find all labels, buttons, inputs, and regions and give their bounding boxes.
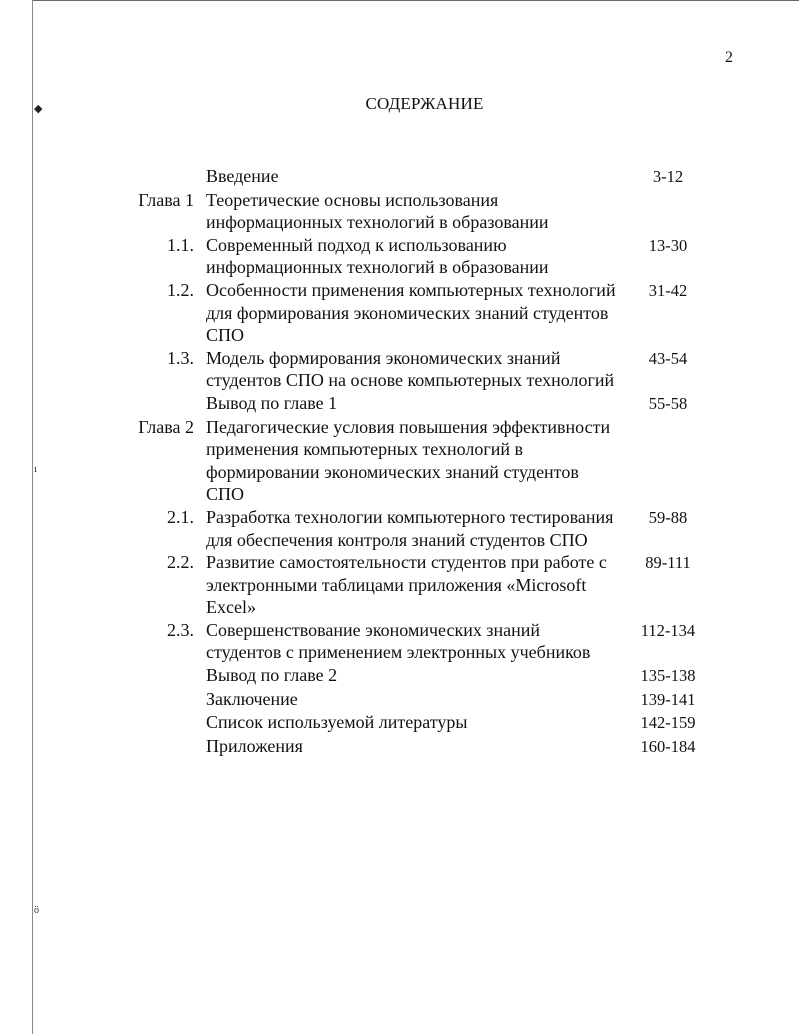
toc-pages: 13-30 (648, 235, 688, 255)
toc-title: Модель формирования экономических знаний студентов СПО на основе компьютерных технологий (206, 347, 615, 391)
toc-pages: 135-138 (640, 666, 696, 686)
toc-label: 2.3. (167, 619, 194, 640)
toc-label: 2.2. (167, 552, 194, 573)
toc-pages: 3-12 (652, 167, 684, 186)
toc-entry (0, 619, 799, 664)
toc-title: Разработка технологии компьютерного тестирования для обеспечения контроля знаний студентов СПО (206, 506, 614, 550)
toc-title: Развитие самостоятельности студентов при работе с электронными таблицами приложения «Microsoft Excel» (206, 552, 607, 618)
toc-title: Список используемой литературы (206, 712, 468, 733)
toc-label (0, 711, 206, 735)
toc-pages (618, 189, 718, 234)
toc-label: 2.1. (167, 506, 194, 527)
toc-pages: 43-54 (648, 348, 688, 368)
page-border-top (32, 0, 799, 1)
toc-entry (0, 506, 799, 551)
toc-label: Глава 2 (138, 416, 194, 437)
toc-label: 1.2. (167, 279, 194, 300)
toc-entry (0, 392, 799, 416)
toc-pages: 89-111 (645, 553, 691, 573)
toc-title: Современный подход к использованию информационных технологий в образовании (206, 234, 549, 278)
toc-pages: 139-141 (640, 689, 696, 709)
toc-entry (0, 664, 799, 688)
toc-title: Приложения (206, 735, 303, 756)
toc-label (0, 165, 206, 189)
toc-entry (0, 688, 799, 712)
scan-speck-icon: ı (34, 464, 37, 475)
toc-title: Теоретические основы использования информационных технологий в образовании (206, 189, 549, 233)
toc-title: Вывод по главе 2 (206, 665, 338, 686)
toc-pages: 55-58 (648, 393, 688, 413)
toc-title: Введение (206, 166, 279, 186)
toc-entry (0, 234, 799, 279)
toc-entry (0, 711, 799, 735)
toc-title: Совершенствование экономических знаний студентов с применением электронных учебников (206, 619, 591, 663)
toc-entry (0, 735, 799, 759)
toc-pages: 160-184 (640, 736, 696, 756)
toc-label: Глава 1 (138, 189, 194, 210)
toc-pages (618, 416, 718, 506)
toc-label: 1.3. (167, 347, 194, 368)
toc-pages: 59-88 (648, 507, 688, 527)
toc-entry (0, 165, 799, 189)
toc-title: Педагогические условия повышения эффективности применения компьютерных технологий в формировании экономических знаний студентов СПО (206, 416, 611, 505)
page-title: СОДЕРЖАНИЕ (365, 94, 484, 113)
toc-entry (0, 551, 799, 619)
toc-entry (0, 347, 799, 392)
page-number: 2 (725, 49, 733, 66)
toc-title: Вывод по главе 1 (206, 392, 338, 413)
toc-entry (0, 189, 799, 234)
toc-entry (0, 279, 799, 347)
toc-title: Заключение (206, 688, 298, 709)
toc-pages: 112-134 (640, 620, 696, 640)
toc-title: Особенности применения компьютерных технологий для формирования экономических знаний студентов СПО (206, 279, 616, 346)
scan-speck-icon: ö (34, 905, 39, 916)
scan-speck-icon: ◆ (34, 103, 43, 115)
table-of-contents (0, 165, 799, 758)
toc-label (0, 735, 206, 759)
toc-entry (0, 416, 799, 506)
toc-label (0, 392, 206, 416)
toc-pages: 142-159 (640, 713, 696, 733)
toc-label (0, 688, 206, 712)
toc-label: 1.1. (167, 234, 194, 255)
toc-label (0, 664, 206, 688)
toc-pages: 31-42 (648, 280, 688, 300)
